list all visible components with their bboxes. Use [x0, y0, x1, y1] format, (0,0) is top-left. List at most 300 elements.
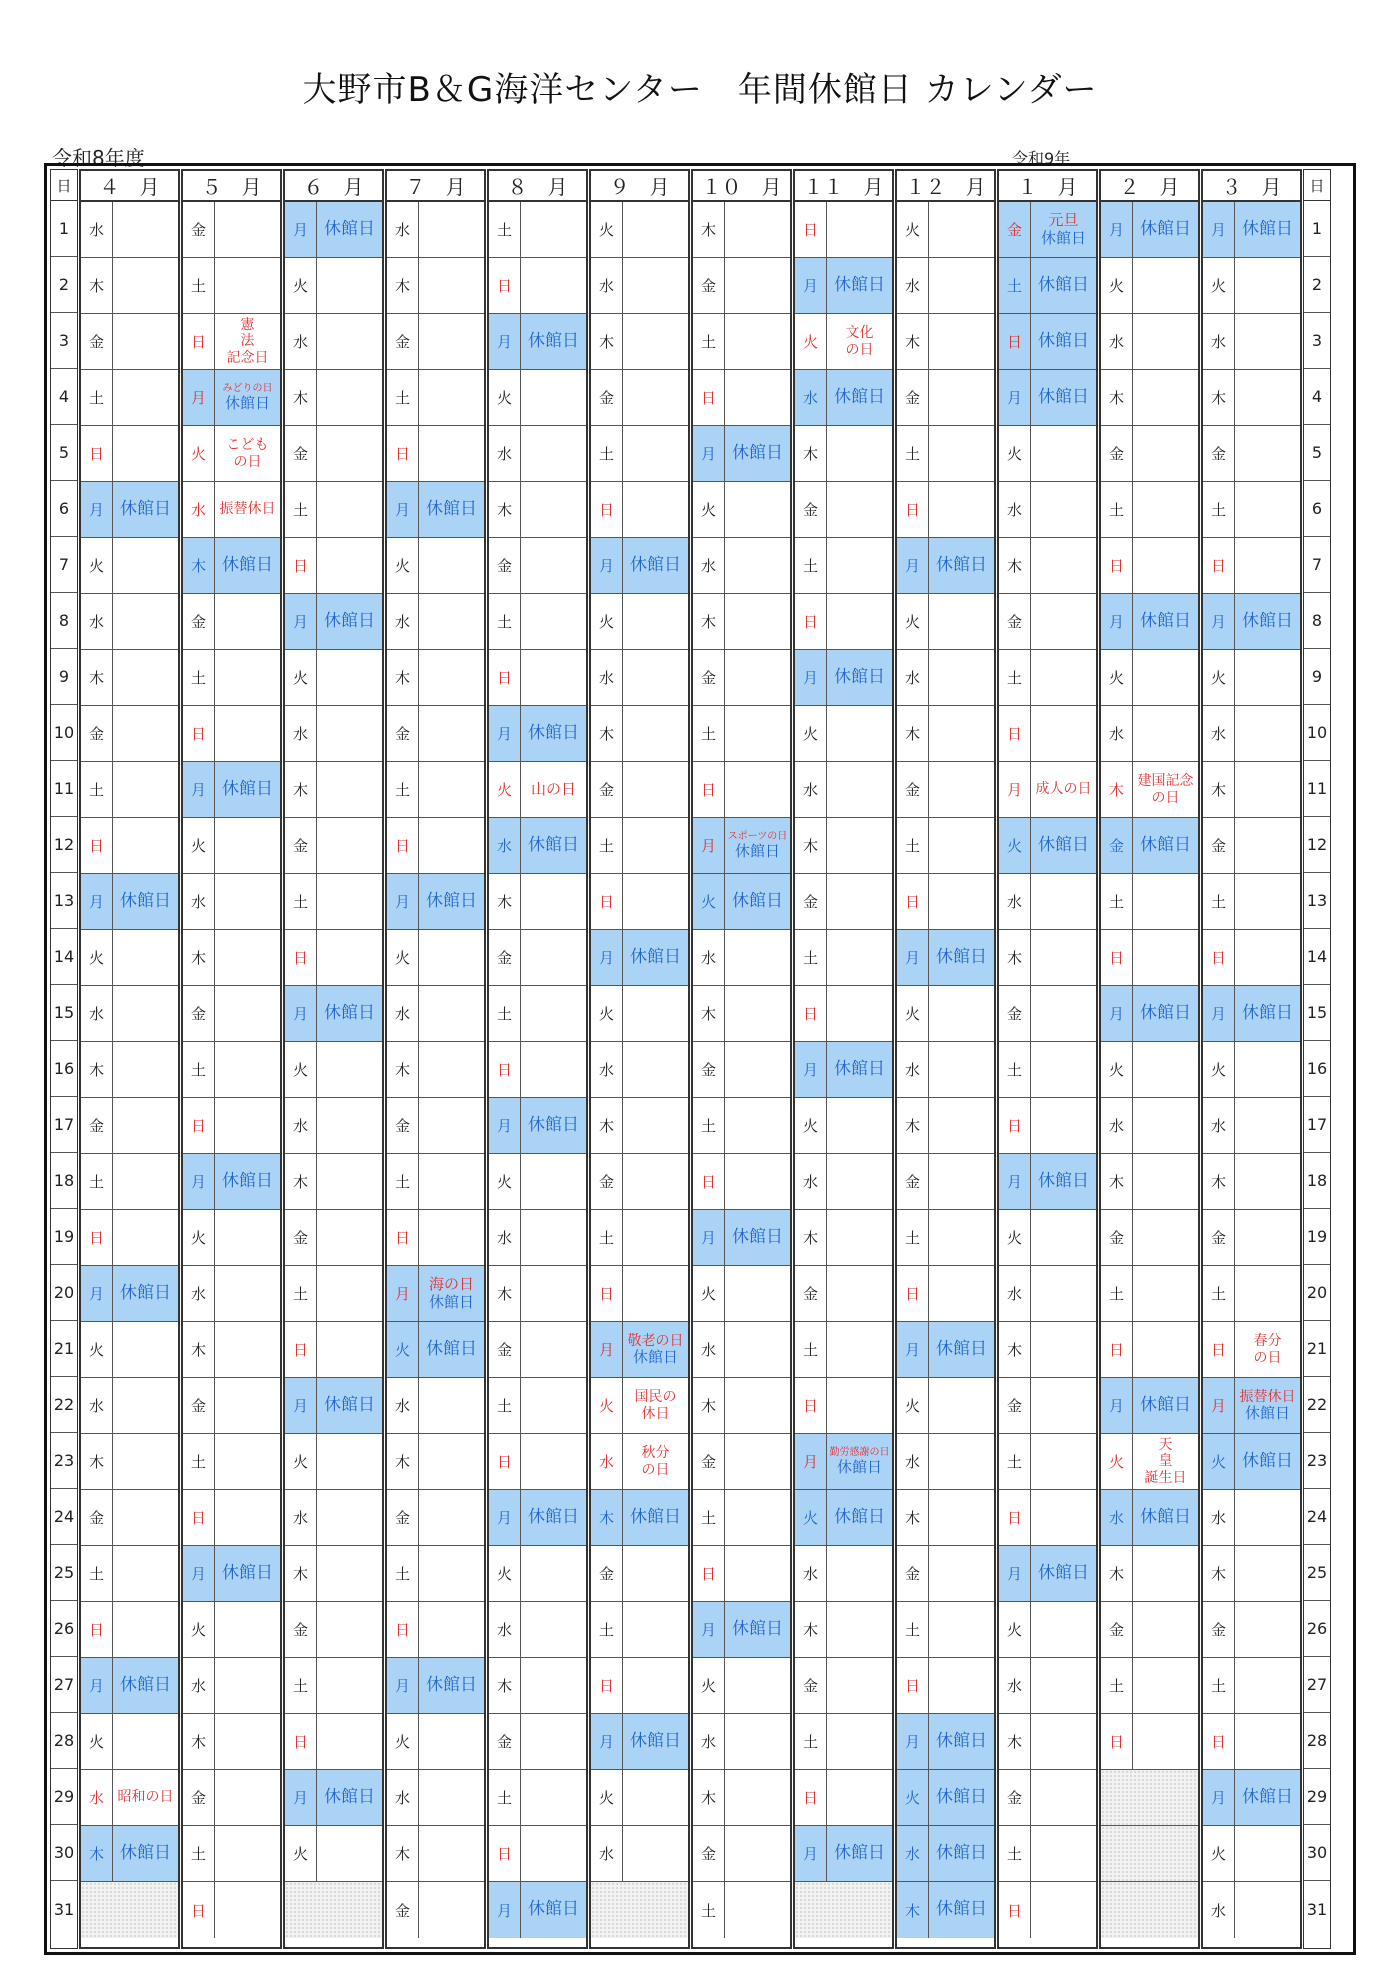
- calendar-day-cell: [183, 874, 280, 930]
- day-event: [827, 538, 892, 593]
- month-header: ５ 月: [183, 171, 280, 202]
- day-event: [929, 1714, 994, 1769]
- calendar-day-cell: [897, 874, 994, 930]
- day-event: [827, 1770, 892, 1825]
- closed-day-label: 休館日: [120, 1842, 171, 1863]
- day-event: [113, 538, 178, 593]
- calendar-day-cell: [387, 1770, 484, 1826]
- weekday-label: 火: [81, 1322, 113, 1377]
- month-day-cells: [387, 202, 484, 1947]
- calendar-day-cell: [183, 1434, 280, 1490]
- day-event: [623, 258, 688, 313]
- day-event: [317, 1098, 382, 1153]
- weekday-label: 金: [1101, 1602, 1133, 1657]
- calendar-day-cell: [999, 818, 1096, 874]
- day-event: [1031, 258, 1096, 313]
- weekday-label: 木: [591, 1098, 623, 1153]
- weekday-label: 水: [183, 1658, 215, 1713]
- calendar-day-cell: [81, 314, 178, 370]
- calendar-day-cell: [897, 482, 994, 538]
- weekday-label: 水: [591, 1042, 623, 1097]
- day-event: [1031, 1378, 1096, 1433]
- weekday-label: 木: [999, 1714, 1031, 1769]
- day-event: [1031, 594, 1096, 649]
- day-number-row: [1304, 1825, 1330, 1881]
- weekday-label: 日: [795, 202, 827, 257]
- day-event: [113, 1042, 178, 1097]
- calendar-day-cell: [489, 538, 586, 594]
- calendar-day-cell: [693, 1882, 790, 1938]
- calendar-day-cell: [81, 426, 178, 482]
- weekday-label: 火: [387, 538, 419, 593]
- day-event: [1235, 874, 1300, 929]
- day-event: [113, 874, 178, 929]
- calendar-day-cell: [999, 538, 1096, 594]
- day-event: [317, 706, 382, 761]
- calendar-day-cell: [387, 1434, 484, 1490]
- closed-day-label: 休館日: [1140, 834, 1191, 855]
- day-event: [113, 1210, 178, 1265]
- calendar-day-cell: [285, 1658, 382, 1714]
- calendar-day-cell: [693, 706, 790, 762]
- day-event: [929, 314, 994, 369]
- weekday-label: 金: [489, 1714, 521, 1769]
- day-event: [725, 1434, 790, 1489]
- calendar-day-cell: [285, 1714, 382, 1770]
- day-event: [929, 202, 994, 257]
- day-event: [1031, 1434, 1096, 1489]
- calendar-day-cell: [183, 1042, 280, 1098]
- day-event: [929, 1378, 994, 1433]
- month-column: [487, 169, 588, 1949]
- month-column: [997, 169, 1098, 1949]
- weekday-label: 火: [591, 1770, 623, 1825]
- calendar-day-cell: [897, 1826, 994, 1882]
- weekday-label: 金: [1203, 1210, 1235, 1265]
- day-event: [419, 1602, 484, 1657]
- empty-day-cell: [81, 1882, 178, 1938]
- day-number-row: [1304, 1489, 1330, 1545]
- day-event: [419, 1378, 484, 1433]
- month-day-cells: [897, 202, 994, 1947]
- weekday-label: 火: [591, 594, 623, 649]
- weekday-label: 金: [81, 314, 113, 369]
- day-number-row: [1304, 1041, 1330, 1097]
- calendar-day-cell: [897, 818, 994, 874]
- day-event: [725, 482, 790, 537]
- weekday-label: 水: [81, 1378, 113, 1433]
- calendar-day-cell: [387, 202, 484, 258]
- day-event: [521, 1098, 586, 1153]
- day-event: [521, 482, 586, 537]
- calendar-day-cell: [999, 1826, 1096, 1882]
- day-event: [113, 1490, 178, 1545]
- day-event: [1031, 1266, 1096, 1321]
- calendar-day-cell: [795, 258, 892, 314]
- weekday-label: 月: [489, 1098, 521, 1153]
- day-number-row: [1304, 1601, 1330, 1657]
- calendar-day-cell: [387, 370, 484, 426]
- closed-day-label: 休館日: [732, 890, 783, 911]
- calendar-day-cell: [999, 594, 1096, 650]
- calendar-day-cell: [387, 874, 484, 930]
- day-number: 17: [53, 1115, 75, 1134]
- day-number: 19: [1306, 1227, 1328, 1246]
- calendar-day-cell: [897, 762, 994, 818]
- calendar-day-cell: [285, 258, 382, 314]
- weekday-label: 火: [183, 818, 215, 873]
- weekday-label: 水: [591, 1434, 623, 1489]
- weekday-label: 木: [693, 1770, 725, 1825]
- weekday-label: 木: [897, 1098, 929, 1153]
- day-event: [1235, 1490, 1300, 1545]
- day-event: [215, 482, 280, 537]
- calendar-day-cell: [897, 1154, 994, 1210]
- calendar-day-cell: [591, 1266, 688, 1322]
- calendar-day-cell: [591, 426, 688, 482]
- day-event: [623, 1154, 688, 1209]
- calendar-day-cell: [1203, 650, 1300, 706]
- calendar-day-cell: [183, 1210, 280, 1266]
- weekday-label: 金: [387, 1098, 419, 1153]
- closed-day-label: 休館日: [732, 1618, 783, 1639]
- day-event: [725, 538, 790, 593]
- calendar-day-cell: [693, 1266, 790, 1322]
- day-event: [113, 426, 178, 481]
- day-event: [1133, 706, 1198, 761]
- day-event: [317, 1154, 382, 1209]
- day-event: [827, 370, 892, 425]
- day-number-row: [51, 1713, 77, 1769]
- calendar-day-cell: [999, 1434, 1096, 1490]
- calendar-grid: [44, 163, 1356, 1955]
- day-event: [419, 1714, 484, 1769]
- day-number-row: [51, 1097, 77, 1153]
- weekday-label: 水: [795, 762, 827, 817]
- closed-day-label: 休館日: [936, 1786, 987, 1807]
- day-event: [521, 314, 586, 369]
- day-event: [113, 1770, 178, 1825]
- calendar-day-cell: [387, 1378, 484, 1434]
- day-event: [623, 762, 688, 817]
- weekday-label: 金: [81, 706, 113, 761]
- day-number: 3: [58, 331, 70, 350]
- calendar-day-cell: [1101, 706, 1198, 762]
- day-event: [1031, 1826, 1096, 1881]
- calendar-day-cell: [1203, 1546, 1300, 1602]
- calendar-day-cell: [1101, 538, 1198, 594]
- calendar-day-cell: [897, 426, 994, 482]
- calendar-day-cell: [81, 1042, 178, 1098]
- weekday-label: 土: [795, 930, 827, 985]
- day-event: [1235, 986, 1300, 1041]
- weekday-label: 水: [183, 874, 215, 929]
- weekday-label: 金: [285, 818, 317, 873]
- weekday-label: 月: [897, 538, 929, 593]
- day-event: [1133, 314, 1198, 369]
- day-event: [317, 1714, 382, 1769]
- weekday-label: 月: [1203, 1770, 1235, 1825]
- calendar-day-cell: [1101, 986, 1198, 1042]
- day-event: [317, 1378, 382, 1433]
- calendar-day-cell: [795, 986, 892, 1042]
- day-event: [419, 986, 484, 1041]
- weekday-label: 日: [1101, 538, 1133, 593]
- weekday-label: 月: [999, 762, 1031, 817]
- weekday-label: 水: [1203, 706, 1235, 761]
- weekday-label: 金: [183, 594, 215, 649]
- weekday-label: 火: [795, 1490, 827, 1545]
- weekday-label: 月: [591, 930, 623, 985]
- closed-day-label: 休館日: [732, 442, 783, 463]
- weekday-label: 月: [285, 986, 317, 1041]
- weekday-label: 土: [897, 426, 929, 481]
- day-event: [521, 538, 586, 593]
- day-event: [317, 1602, 382, 1657]
- day-event: [419, 370, 484, 425]
- day-number: 8: [58, 611, 70, 630]
- day-event: [827, 594, 892, 649]
- calendar-day-cell: [387, 594, 484, 650]
- weekday-label: 金: [795, 1658, 827, 1713]
- weekday-label: 水: [999, 1266, 1031, 1321]
- day-event: [419, 202, 484, 257]
- weekday-label: 木: [897, 706, 929, 761]
- day-event: [113, 202, 178, 257]
- calendar-day-cell: [1203, 1098, 1300, 1154]
- day-event: [1235, 370, 1300, 425]
- weekday-label: 金: [387, 1882, 419, 1938]
- weekday-label: 水: [81, 202, 113, 257]
- day-event: [215, 370, 280, 425]
- calendar-day-cell: [1101, 874, 1198, 930]
- weekday-label: 金: [795, 1266, 827, 1321]
- weekday-label: 日: [285, 1322, 317, 1377]
- day-event: [317, 1266, 382, 1321]
- calendar-day-cell: [387, 1602, 484, 1658]
- calendar-day-cell: [387, 1490, 484, 1546]
- day-number-row: [1304, 1209, 1330, 1265]
- calendar-day-cell: [183, 1490, 280, 1546]
- closed-day-label: 休館日: [1140, 218, 1191, 239]
- day-event: [419, 258, 484, 313]
- weekday-label: 火: [1203, 258, 1235, 313]
- day-event: [521, 986, 586, 1041]
- weekday-label: 日: [489, 1826, 521, 1881]
- calendar-day-cell: [795, 1658, 892, 1714]
- calendar-day-cell: [591, 1434, 688, 1490]
- weekday-label: 日: [285, 538, 317, 593]
- day-event: [521, 1042, 586, 1097]
- calendar-day-cell: [693, 1210, 790, 1266]
- day-event: [521, 1546, 586, 1601]
- holiday-name: 昭和の日: [117, 1789, 174, 1806]
- weekday-label: 土: [795, 1714, 827, 1769]
- weekday-label: 月: [693, 1602, 725, 1657]
- day-event: [113, 1378, 178, 1433]
- weekday-label: 土: [1101, 482, 1133, 537]
- day-number-row: [51, 929, 77, 985]
- weekday-label: 水: [1101, 706, 1133, 761]
- day-event: [419, 482, 484, 537]
- weekday-label: 木: [795, 426, 827, 481]
- calendar-day-cell: [285, 818, 382, 874]
- day-event: [827, 986, 892, 1041]
- month-day-cells: [81, 202, 178, 1947]
- weekday-label: 金: [81, 1098, 113, 1153]
- day-number-row: [1304, 1769, 1330, 1825]
- day-event: [623, 874, 688, 929]
- calendar-day-cell: [285, 1378, 382, 1434]
- day-event: [1031, 762, 1096, 817]
- weekday-label: 水: [897, 1434, 929, 1489]
- day-event: [1235, 1322, 1300, 1377]
- day-event: [827, 930, 892, 985]
- weekday-label: 火: [1101, 650, 1133, 705]
- calendar-day-cell: [285, 986, 382, 1042]
- closed-day-label: 休館日: [732, 1226, 783, 1247]
- month-day-cells: [285, 202, 382, 1947]
- day-number-row: [51, 593, 77, 649]
- day-number-row: [1304, 649, 1330, 705]
- calendar-day-cell: [1101, 818, 1198, 874]
- day-event: [113, 650, 178, 705]
- calendar-day-cell: [693, 874, 790, 930]
- weekday-label: 火: [693, 482, 725, 537]
- day-number: 17: [1306, 1115, 1328, 1134]
- day-event: [827, 1378, 892, 1433]
- closed-day-label: 休館日: [836, 1457, 882, 1476]
- day-number: 27: [1306, 1675, 1328, 1694]
- day-event: [929, 370, 994, 425]
- calendar-day-cell: [285, 482, 382, 538]
- weekday-label: 水: [1203, 1882, 1235, 1938]
- day-number-row: [1304, 313, 1330, 369]
- calendar-day-cell: [591, 818, 688, 874]
- weekday-label: 土: [1203, 1658, 1235, 1713]
- calendar-day-cell: [387, 986, 484, 1042]
- calendar-day-cell: [81, 1770, 178, 1826]
- calendar-day-cell: [81, 818, 178, 874]
- weekday-label: 金: [591, 370, 623, 425]
- calendar-day-cell: [795, 370, 892, 426]
- day-event: [827, 1042, 892, 1097]
- weekday-label: 木: [81, 1434, 113, 1489]
- day-event: [317, 986, 382, 1041]
- day-event: [521, 930, 586, 985]
- day-event: [623, 1490, 688, 1545]
- calendar-day-cell: [183, 594, 280, 650]
- day-number: 6: [58, 499, 70, 518]
- weekday-label: 金: [285, 1210, 317, 1265]
- weekday-label: 金: [387, 706, 419, 761]
- day-event: [1235, 1826, 1300, 1881]
- day-number: 21: [1306, 1339, 1328, 1358]
- day-event: [521, 594, 586, 649]
- calendar-day-cell: [795, 762, 892, 818]
- weekday-label: 日: [1203, 1714, 1235, 1769]
- calendar-day-cell: [387, 1098, 484, 1154]
- calendar-day-cell: [1203, 1658, 1300, 1714]
- day-number: 12: [53, 835, 75, 854]
- day-number: 16: [53, 1059, 75, 1078]
- day-event: [317, 818, 382, 873]
- weekday-label: 日: [1203, 1322, 1235, 1377]
- calendar-day-cell: [591, 538, 688, 594]
- calendar-day-cell: [387, 426, 484, 482]
- month-column: [1099, 169, 1200, 1949]
- day-event: [521, 1210, 586, 1265]
- holiday-name: 秋分 の日: [641, 1445, 670, 1478]
- day-number: 13: [1306, 891, 1328, 910]
- calendar-day-cell: [489, 1658, 586, 1714]
- calendar-day-cell: [693, 258, 790, 314]
- day-number-row: [1304, 705, 1330, 761]
- calendar-day-cell: [591, 1602, 688, 1658]
- day-event: [725, 650, 790, 705]
- calendar-day-cell: [999, 1322, 1096, 1378]
- day-event: [317, 1770, 382, 1825]
- weekday-label: 月: [897, 930, 929, 985]
- day-event: [317, 1490, 382, 1545]
- day-event: [725, 1042, 790, 1097]
- weekday-label: 火: [1101, 258, 1133, 313]
- day-event: [725, 986, 790, 1041]
- closed-day-label: 休館日: [324, 1786, 375, 1807]
- calendar-day-cell: [387, 1546, 484, 1602]
- holiday-name: 建国記念 の日: [1137, 773, 1194, 806]
- day-number: 20: [1306, 1283, 1328, 1302]
- month-header: ３ 月: [1203, 171, 1300, 202]
- weekday-label: 金: [795, 874, 827, 929]
- closed-day-label: 休館日: [630, 946, 681, 967]
- day-number-row: [1304, 873, 1330, 929]
- weekday-label: 木: [1203, 762, 1235, 817]
- day-number-row: [51, 1377, 77, 1433]
- weekday-label: 金: [183, 1378, 215, 1433]
- weekday-label: 木: [387, 650, 419, 705]
- day-number: 7: [58, 555, 70, 574]
- closed-day-label: 休館日: [632, 1347, 678, 1366]
- weekday-label: 木: [999, 1322, 1031, 1377]
- month-column: [385, 169, 486, 1949]
- weekday-label: 土: [489, 202, 521, 257]
- weekday-label: 土: [183, 1434, 215, 1489]
- day-event: [1031, 930, 1096, 985]
- calendar-day-cell: [387, 258, 484, 314]
- weekday-label: 日: [81, 818, 113, 873]
- calendar-day-cell: [693, 1490, 790, 1546]
- day-event: [827, 258, 892, 313]
- weekday-label: 金: [999, 1770, 1031, 1825]
- day-event: [623, 1546, 688, 1601]
- calendar-day-cell: [999, 258, 1096, 314]
- day-event: [1133, 258, 1198, 313]
- month-column: [181, 169, 282, 1949]
- day-event: [419, 538, 484, 593]
- day-event: [623, 426, 688, 481]
- day-event: [929, 1882, 994, 1938]
- day-event: [521, 1322, 586, 1377]
- weekday-label: 水: [387, 1770, 419, 1825]
- calendar-day-cell: [795, 1714, 892, 1770]
- day-event: [725, 1882, 790, 1938]
- day-event: [623, 1266, 688, 1321]
- day-event: [113, 1714, 178, 1769]
- weekday-label: 土: [285, 482, 317, 537]
- day-event: [521, 258, 586, 313]
- calendar-day-cell: [693, 1826, 790, 1882]
